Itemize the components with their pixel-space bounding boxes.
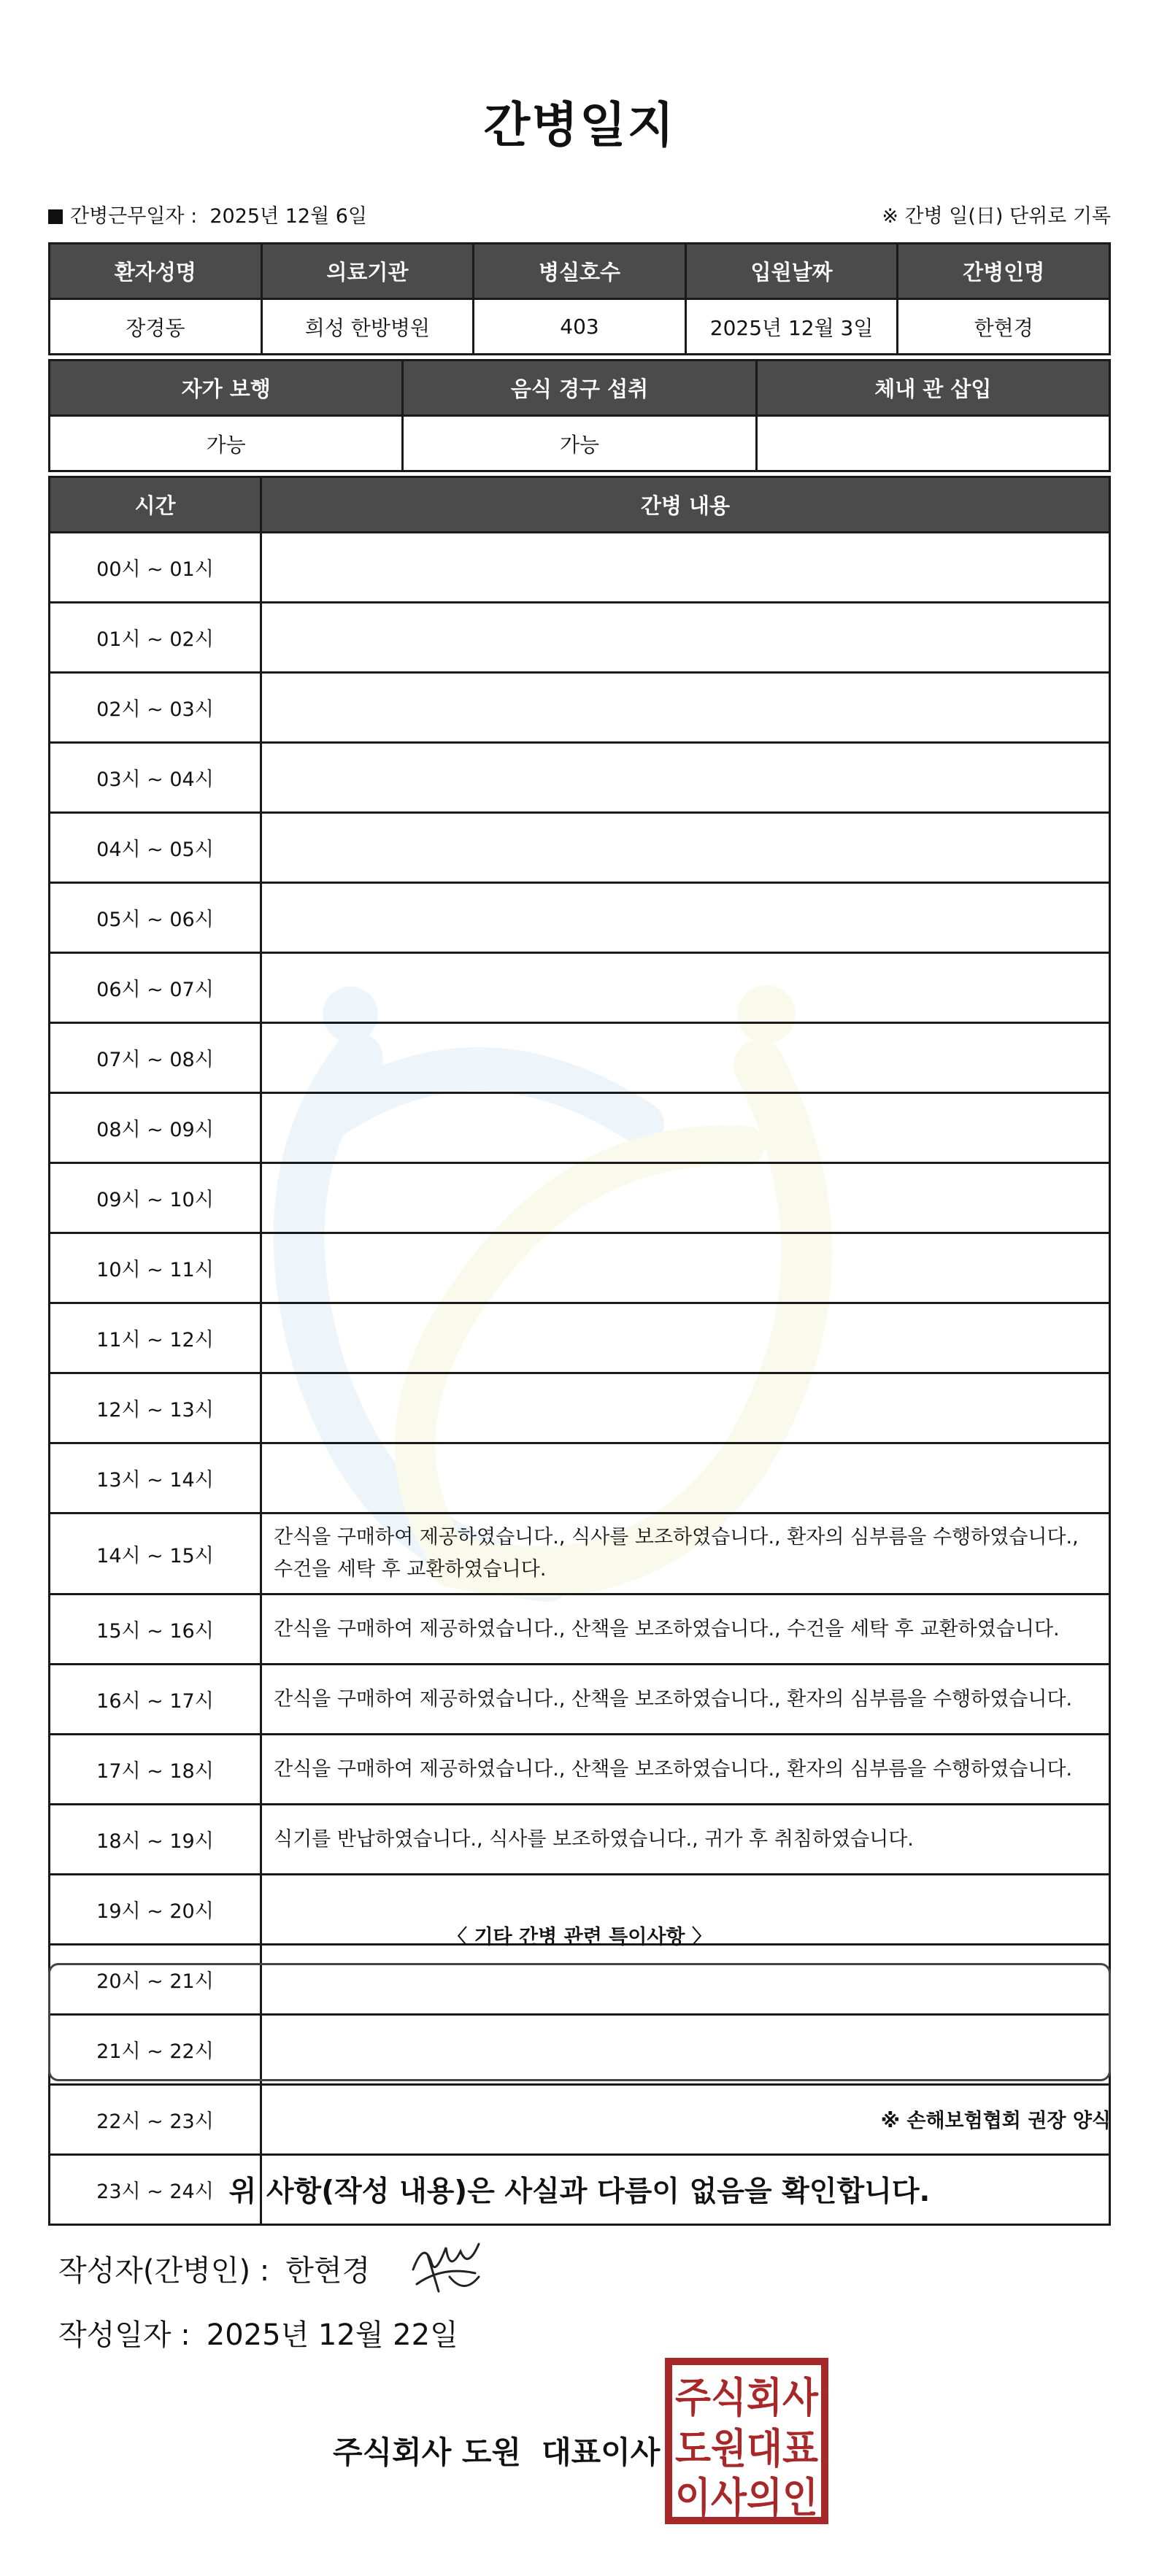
log-content: 간식을 구매하여 제공하였습니다., 식사를 보조하였습니다., 환자의 심부름을 수행하였습니다., 수건을 세탁 후 교환하였습니다. xyxy=(261,1513,1110,1594)
patient-status-header-row xyxy=(50,360,1110,416)
svg-text:주식회사: 주식회사 xyxy=(675,2375,819,2422)
writer-line xyxy=(58,2248,370,2289)
log-time: 10시 ~ 11시 xyxy=(50,1233,261,1303)
hospital-name: 희성 한방병원 xyxy=(261,299,474,355)
log-content xyxy=(261,533,1110,603)
log-content xyxy=(261,603,1110,673)
written-date-label: 작성일자 : xyxy=(58,2318,190,2352)
log-time: 02시 ~ 03시 xyxy=(50,673,261,743)
log-time: 18시 ~ 19시 xyxy=(50,1805,261,1875)
caregiver-name: 한현경 xyxy=(898,299,1110,355)
patient-name: 장경동 xyxy=(50,299,262,355)
hourly-log-header-row xyxy=(50,477,1110,533)
table-row xyxy=(50,533,1110,603)
table-row xyxy=(50,1303,1110,1373)
room-number: 403 xyxy=(474,299,686,355)
log-content xyxy=(261,953,1110,1023)
log-time: 23시 ~ 24시 xyxy=(50,2155,261,2225)
log-time: 15시 ~ 16시 xyxy=(50,1594,261,1665)
log-time: 11시 ~ 12시 xyxy=(50,1303,261,1373)
work-date-value: 2025년 12월 6일 xyxy=(209,205,368,228)
table-row xyxy=(50,1513,1110,1594)
table-row xyxy=(50,1163,1110,1233)
log-time: 17시 ~ 18시 xyxy=(50,1735,261,1805)
log-time: 07시 ~ 08시 xyxy=(50,1023,261,1093)
header-self-walking: 자가 보행 xyxy=(50,360,403,416)
log-time: 06시 ~ 07시 xyxy=(50,953,261,1023)
header-hospital: 의료기관 xyxy=(261,244,474,299)
table-row xyxy=(50,1093,1110,1163)
log-content xyxy=(261,1163,1110,1233)
table-row xyxy=(50,603,1110,673)
log-content xyxy=(261,883,1110,953)
form-note: ※ 손해보험협회 권장 양식 xyxy=(880,2110,1111,2132)
log-content xyxy=(261,1373,1110,1443)
company-line xyxy=(333,2429,660,2472)
self-walking-value: 가능 xyxy=(50,416,403,471)
svg-text:이사의인: 이사의인 xyxy=(675,2475,818,2522)
header-admission-date: 입원날짜 xyxy=(685,244,898,299)
table-row xyxy=(50,1373,1110,1443)
table-row xyxy=(50,883,1110,953)
remarks-heading: 〈 기타 간병 관련 특이사항 〉 xyxy=(447,1926,712,1948)
log-time: 09시 ~ 10시 xyxy=(50,1163,261,1233)
log-time: 01시 ~ 02시 xyxy=(50,603,261,673)
remarks-box xyxy=(48,1963,1111,2081)
company-name: 주식회사 도원 xyxy=(333,2434,522,2470)
patient-status-table xyxy=(48,359,1111,472)
header-oral-intake: 음식 경구 섭취 xyxy=(403,360,756,416)
header-room-number: 병실호수 xyxy=(474,244,686,299)
admission-date: 2025년 12월 3일 xyxy=(685,299,898,355)
log-time: 03시 ~ 04시 xyxy=(50,743,261,813)
ceo-title: 대표이사 xyxy=(542,2434,661,2470)
oral-intake-value: 가능 xyxy=(403,416,756,471)
log-content xyxy=(261,743,1110,813)
log-time: 20시 ~ 21시 xyxy=(50,1945,261,2015)
log-content: 간식을 구매하여 제공하였습니다., 산책을 보조하였습니다., 수건을 세탁 후 교환하였습니다. xyxy=(261,1594,1110,1665)
writer-label: 작성자(간병인) : xyxy=(58,2254,270,2288)
log-time: 16시 ~ 17시 xyxy=(50,1665,261,1735)
table-row xyxy=(50,1233,1110,1303)
header-tube-insertion: 체내 관 삽입 xyxy=(756,360,1109,416)
handwritten-signature-icon xyxy=(406,2233,486,2299)
table-row xyxy=(50,673,1110,743)
written-date-value: 2025년 12월 22일 xyxy=(206,2318,458,2352)
writer-name: 한현경 xyxy=(285,2254,371,2288)
log-content xyxy=(261,1233,1110,1303)
log-time: 04시 ~ 05시 xyxy=(50,813,261,883)
patient-status-value-row xyxy=(50,416,1110,471)
table-row xyxy=(50,1594,1110,1665)
table-row xyxy=(50,1443,1110,1513)
table-row xyxy=(50,743,1110,813)
table-row xyxy=(50,1805,1110,1875)
table-row xyxy=(50,953,1110,1023)
header-patient-name: 환자성명 xyxy=(50,244,262,299)
square-bullet-icon xyxy=(48,209,63,224)
log-time: 12시 ~ 13시 xyxy=(50,1373,261,1443)
log-time: 08시 ~ 09시 xyxy=(50,1093,261,1163)
patient-info-value-row xyxy=(50,299,1110,355)
header-care-content: 간병 내용 xyxy=(261,477,1110,533)
written-date-line xyxy=(58,2312,458,2353)
log-time: 00시 ~ 01시 xyxy=(50,533,261,603)
log-content xyxy=(261,1303,1110,1373)
log-time: 14시 ~ 15시 xyxy=(50,1513,261,1594)
table-row xyxy=(50,1735,1110,1805)
log-content xyxy=(261,813,1110,883)
confirmation-statement: 위 사항(작성 내용)은 사실과 다름이 없음을 확인합니다. xyxy=(228,2175,931,2208)
log-content: 식기를 반납하였습니다., 식사를 보조하였습니다., 귀가 후 취침하였습니다. xyxy=(261,1805,1110,1875)
log-content xyxy=(261,1093,1110,1163)
log-time: 19시 ~ 20시 xyxy=(50,1875,261,1945)
table-row xyxy=(50,1665,1110,1735)
log-time: 22시 ~ 23시 xyxy=(50,2085,261,2155)
log-content xyxy=(261,1443,1110,1513)
table-row xyxy=(50,813,1110,883)
company-seal-icon xyxy=(664,2357,829,2525)
patient-info-header-row xyxy=(50,244,1110,299)
log-time: 05시 ~ 06시 xyxy=(50,883,261,953)
work-date-label: 간병근무일자 : xyxy=(70,205,198,228)
log-content xyxy=(261,1023,1110,1093)
log-content xyxy=(261,673,1110,743)
log-time: 21시 ~ 22시 xyxy=(50,2015,261,2085)
table-row xyxy=(50,1023,1110,1093)
svg-text:도원대표: 도원대표 xyxy=(675,2426,818,2473)
log-time: 13시 ~ 14시 xyxy=(50,1443,261,1513)
tube-insertion-value xyxy=(756,416,1109,471)
log-content: 간식을 구매하여 제공하였습니다., 산책을 보조하였습니다., 환자의 심부름을 수행하였습니다. xyxy=(261,1735,1110,1805)
page-title: 간병일지 xyxy=(483,97,676,153)
log-content: 간식을 구매하여 제공하였습니다., 산책을 보조하였습니다., 환자의 심부름을 수행하였습니다. xyxy=(261,1665,1110,1735)
work-date xyxy=(48,200,367,228)
patient-info-table xyxy=(48,242,1111,355)
header-time: 시간 xyxy=(50,477,261,533)
header-caregiver-name: 간병인명 xyxy=(898,244,1110,299)
unit-note: ※ 간병 일(日) 단위로 기록 xyxy=(882,205,1111,228)
